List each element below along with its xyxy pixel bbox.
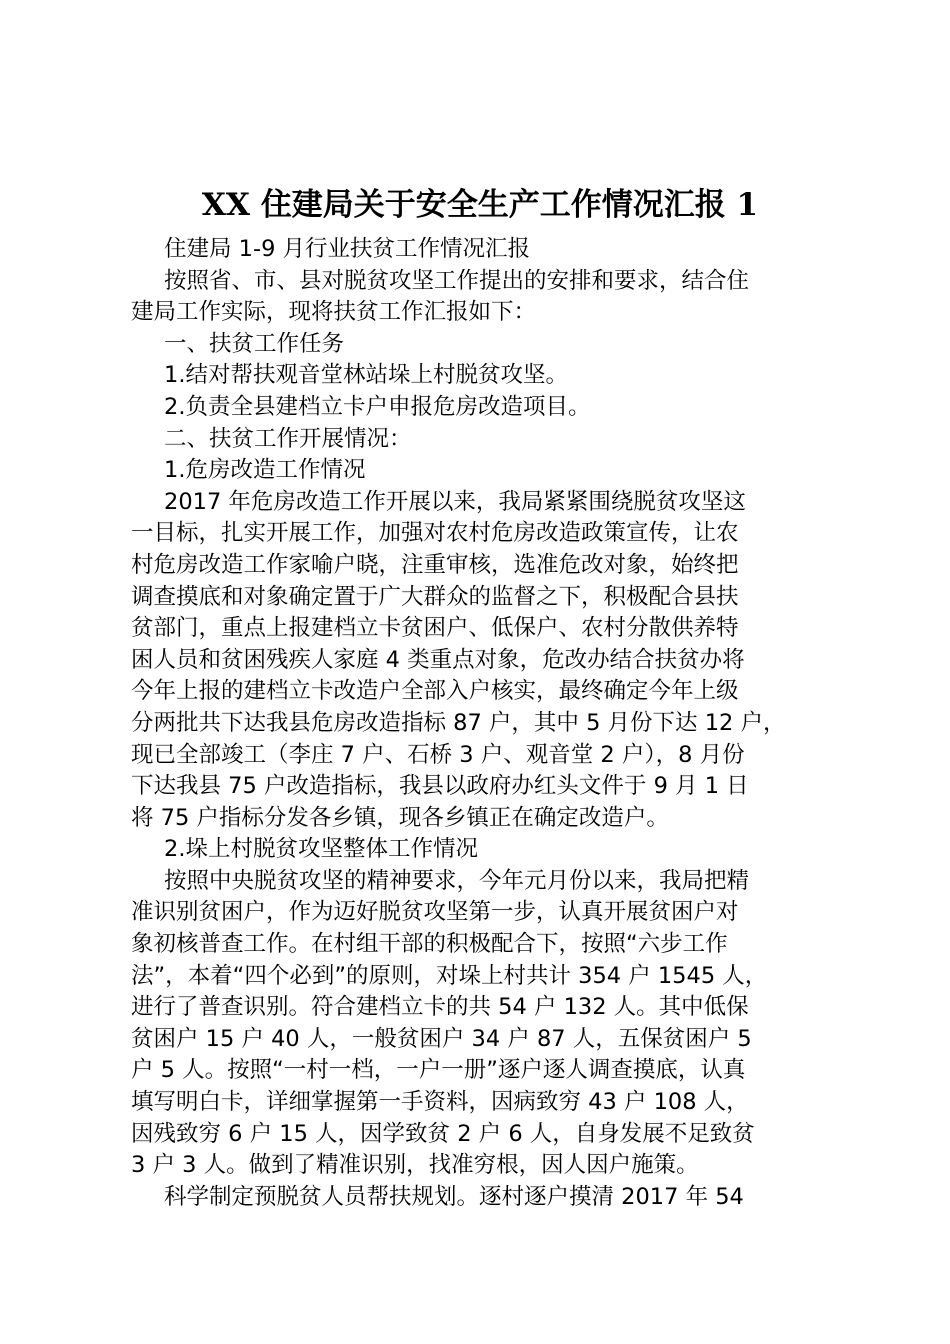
paragraph-line: 进行了普查识别。符合建档立卡的共 54 户 132 人。其中低保: [131, 994, 749, 1021]
paragraph-line: 现已全部竣工（李庄 7 户、石桥 3 户、观音堂 2 户），8 月份: [131, 741, 745, 768]
paragraph-line: 贫部门，重点上报建档立卡贫困户、低保户、农村分散供养特: [131, 615, 739, 642]
paragraph-line: 填写明白卡，详细掌握第一手资料，因病致穷 43 户 108 人，: [131, 1089, 749, 1116]
paragraph-line: 法”，本着“四个必到”的原则，对垛上村共计 354 户 1545 人，: [131, 962, 768, 989]
document-title: XX 住建局关于安全生产工作情况汇报 1: [201, 187, 759, 223]
paragraph-line: 下达我县 75 户改造指标，我县以政府办红头文件于 9 月 1 日: [131, 773, 749, 800]
paragraph-line: 按照中央脱贫攻坚的精神要求，今年元月份以来，我局把精: [164, 867, 750, 894]
list-item: 1.结对帮扶观音堂林站垛上村脱贫攻坚。: [164, 362, 568, 389]
paragraph-line: 调查摸底和对象确定置于广大群众的监督之下，积极配合县扶: [131, 583, 739, 610]
paragraph-line: 贫困户 15 户 40 人，一般贫困户 34 户 87 人，五保贫困户 5: [131, 1025, 752, 1052]
paragraph-line: 准识别贫困户，作为迈好脱贫攻坚第一步，认真开展贫困户对: [131, 899, 739, 926]
paragraph-line: 因残致穷 6 户 15 人，因学致贫 2 户 6 人，自身发展不足致贫: [131, 1120, 755, 1147]
paragraph-line: 今年上报的建档立卡改造户全部入户核实，最终确定今年上级: [131, 678, 739, 705]
subsection-heading: 1.危房改造工作情况: [164, 457, 366, 484]
paragraph-line: 2017 年危房改造工作开展以来，我局紧紧围绕脱贫攻坚这: [164, 488, 746, 515]
subtitle-line: 住建局 1-9 月行业扶贫工作情况汇报: [164, 236, 531, 262]
paragraph-line: 3 户 3 人。做到了精准识别，找准穷根，因人因户施策。: [131, 1152, 699, 1179]
paragraph-line: 困人员和贫困残疾人家庭 4 类重点对象，危改办结合扶贫办将: [131, 646, 745, 673]
section-heading: 一、扶贫工作任务: [164, 330, 345, 357]
paragraph-line: 象初核普查工作。在村组干部的积极配合下，按照“六步工作: [131, 931, 728, 958]
paragraph-line: 村危房改造工作家喻户晓，注重审核，选准危改对象，始终把: [131, 551, 739, 578]
paragraph-line: 科学制定预脱贫人员帮扶规划。逐村逐户摸清 2017 年 54: [164, 1183, 744, 1210]
paragraph-line: 按照省、市、县对脱贫攻坚工作提出的安排和要求，结合住: [164, 267, 750, 294]
paragraph-line: 分两批共下达我县危房改造指标 87 户，其中 5 月份下达 12 户，: [131, 709, 786, 736]
document-body: [131, 234, 853, 1213]
paragraph-line: 户 5 人。按照“一村一档，一户一册”逐户逐人调查摸底，认真: [131, 1057, 746, 1084]
section-heading: 二、扶贫工作开展情况：: [164, 425, 412, 452]
subsection-heading: 2.垛上村脱贫攻坚整体工作情况: [164, 836, 478, 863]
paragraph-line: 一目标，扎实开展工作，加强对农村危房改造政策宣传，让农: [131, 520, 739, 547]
paragraph-line: 建局工作实际，现将扶贫工作汇报如下：: [131, 299, 537, 326]
paragraph-line: 将 75 户指标分发各乡镇，现各乡镇正在确定改造户。: [131, 804, 669, 831]
list-item: 2.负责全县建档立卡户申报危房改造项目。: [164, 393, 591, 420]
